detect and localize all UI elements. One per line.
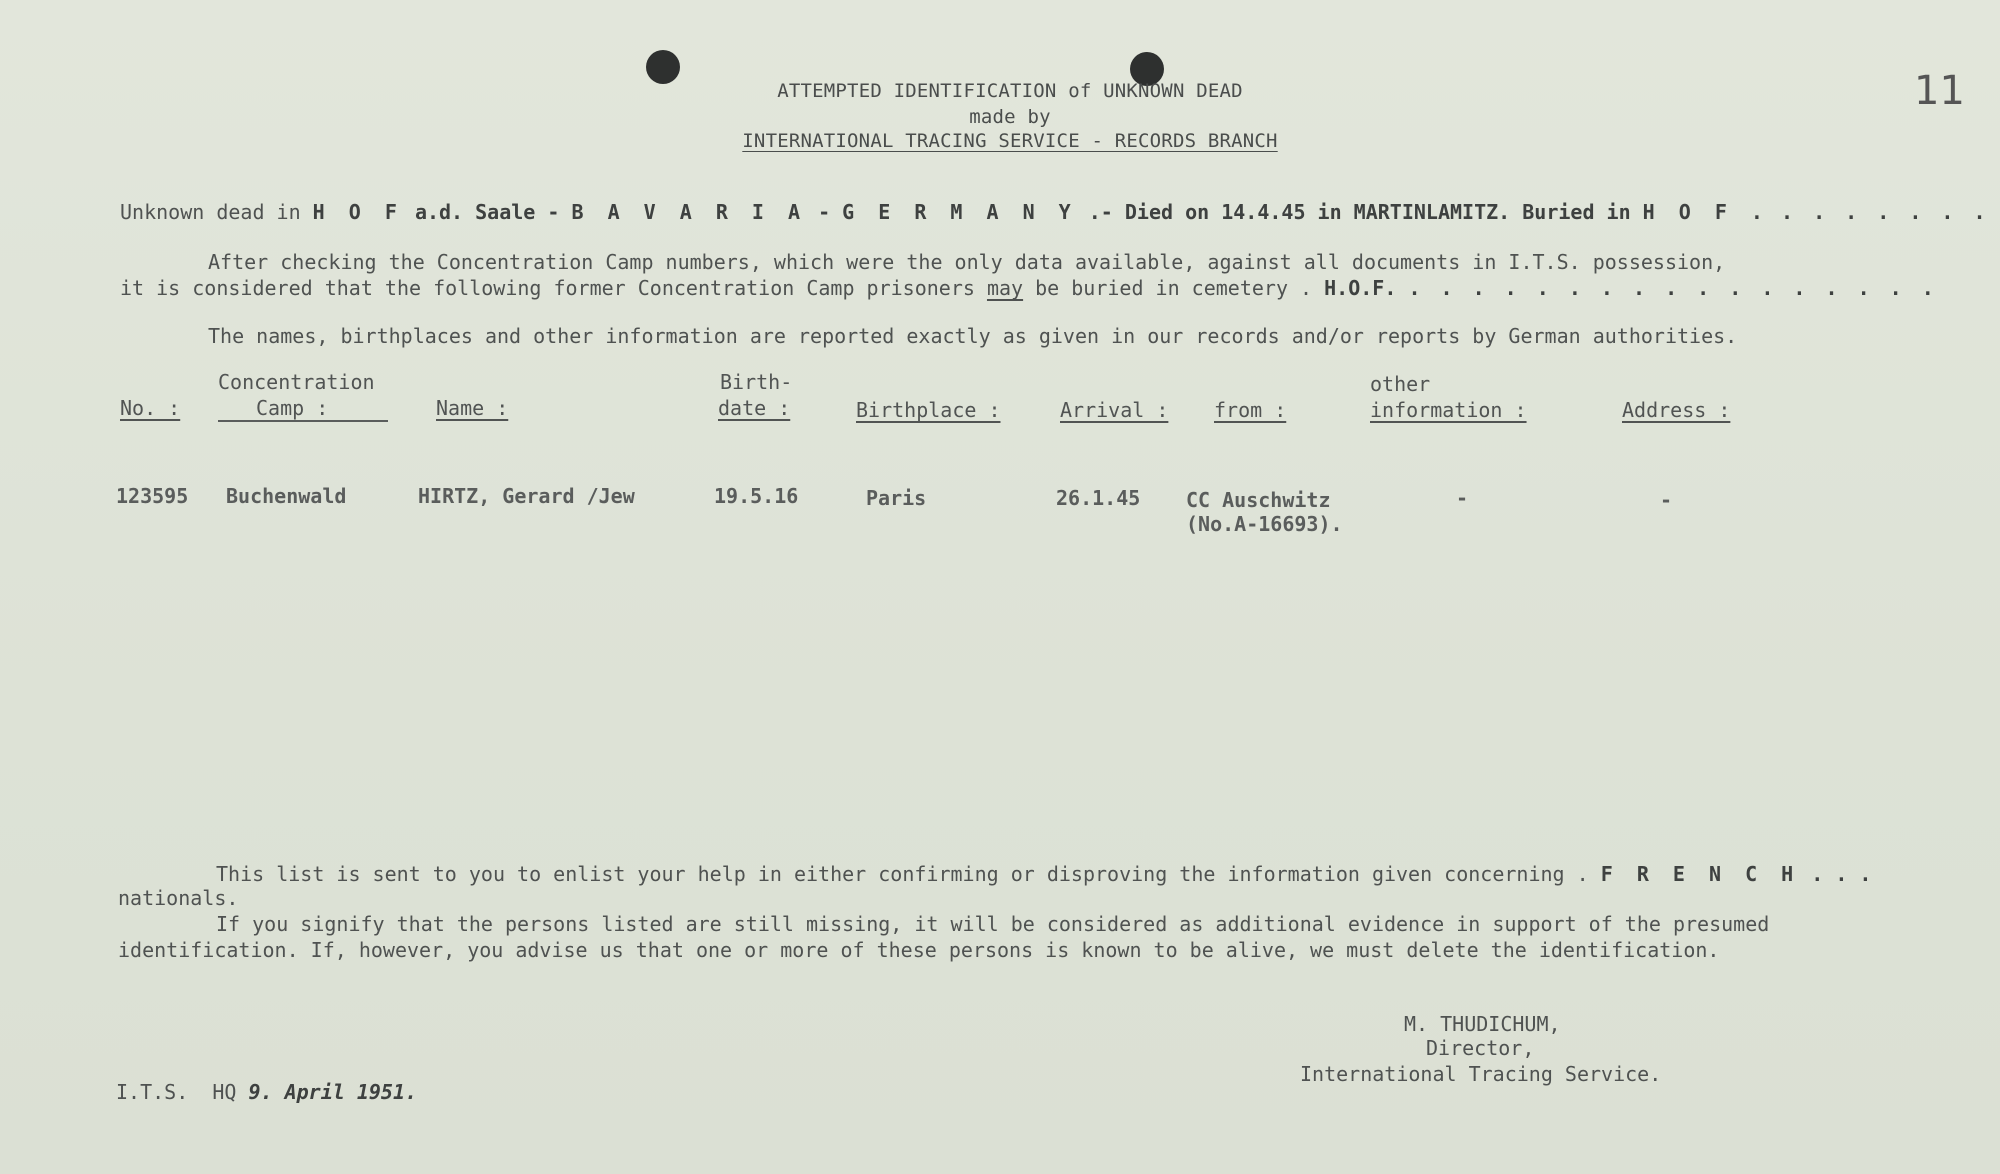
- row-birthdate: 19.5.16: [714, 484, 799, 508]
- names-note: The names, birthplaces and other information are reported exactly as given in our records and/or reports by German authorities.: [208, 324, 1738, 348]
- signify-line-1: If you signify that the persons listed are still missing, it will be considered as additional evidence in support of the presumed: [216, 912, 1770, 936]
- header-birthplace: Birthplace :: [856, 398, 1001, 422]
- signify-line-2: identification. If, however, you advise us that one or more of these persons is known to be alive, we must delete the identification.: [118, 938, 1720, 962]
- signature-title: Director,: [1426, 1036, 1535, 1060]
- checking-line-1: After checking the Concentration Camp numbers, which were the only data available, against all documents in I.T.S. possession,: [208, 250, 1726, 274]
- header-camp-top: Concentration: [218, 370, 375, 394]
- row-arrival: 26.1.45: [1056, 486, 1141, 510]
- header-camp-bottom: Camp :: [218, 396, 388, 422]
- document-title: ATTEMPTED IDENTIFICATION of UNKNOWN DEAD: [777, 80, 1243, 102]
- checking-text-a: it is considered that the following former Concentration Camp prisoners: [120, 276, 975, 300]
- made-by: made by: [969, 106, 1051, 128]
- header-address: Address :: [1622, 398, 1731, 422]
- dead-sep2: -: [818, 200, 831, 224]
- row-camp: Buchenwald: [226, 484, 347, 508]
- row-address: -: [1660, 488, 1673, 512]
- page-number: 11: [1914, 68, 1965, 114]
- footer-hq: I.T.S. HQ: [116, 1080, 237, 1104]
- list-text: This list is sent to you to enlist your help in either confirming or disproving the information given concerning .: [216, 862, 1589, 886]
- nationality: F R E N C H: [1600, 862, 1800, 886]
- dead-country: G E R M A N Y: [842, 200, 1077, 224]
- dead-place-sep: a.d. Saale -: [414, 200, 560, 224]
- dead-line-dots: . . . . . . .: [1781, 200, 1990, 224]
- list-dots: . . .: [1811, 862, 1872, 886]
- issuing-organization: INTERNATIONAL TRACING SERVICE - RECORDS BRANCH: [742, 130, 1278, 152]
- row-birthplace: Paris: [866, 486, 927, 510]
- header-other-top: other: [1370, 372, 1431, 396]
- footer: [116, 1080, 417, 1104]
- unknown-dead-line: [120, 200, 1990, 224]
- header-birth-top: Birth-: [720, 370, 793, 394]
- checking-text-b: be buried in cemetery .: [1035, 276, 1313, 300]
- dead-state: B A V A R I A: [571, 200, 807, 224]
- dead-place: H O F: [312, 200, 403, 224]
- died-text: .- Died on 14.4.45 in MARTINLAMITZ. Buried in: [1088, 200, 1631, 224]
- row-from-line1: CC Auschwitz: [1186, 488, 1331, 512]
- row-no: 123595: [116, 484, 189, 508]
- may-word: may: [986, 276, 1024, 300]
- header-arrival: Arrival :: [1060, 398, 1169, 422]
- row-other: -: [1456, 486, 1469, 510]
- checking-dots: . . . . . . . . . . . . . . . . .: [1408, 276, 1938, 300]
- header-birth-bottom: date :: [718, 396, 791, 420]
- list-line-2: nationals.: [118, 886, 239, 910]
- cemetery-name: H.O.F.: [1324, 276, 1397, 300]
- list-line-1: [216, 862, 1871, 886]
- row-from-line2: (No.A-16693).: [1186, 512, 1343, 536]
- signature-name: M. THUDICHUM,: [1404, 1012, 1561, 1036]
- header-from: from :: [1214, 398, 1287, 422]
- header-no: No. :: [120, 396, 181, 420]
- header-name: Name :: [436, 396, 509, 420]
- signature-org: International Tracing Service.: [1300, 1062, 1662, 1086]
- header-other-bottom: information :: [1370, 398, 1527, 422]
- footer-date: 9. April 1951.: [248, 1080, 418, 1104]
- row-name: HIRTZ, Gerard /Jew: [418, 484, 635, 508]
- buried-place: H O F .: [1642, 200, 1769, 224]
- unknown-dead-prefix: Unknown dead in: [120, 200, 301, 224]
- punch-hole-left: [646, 50, 680, 84]
- checking-line-2: [120, 276, 1938, 300]
